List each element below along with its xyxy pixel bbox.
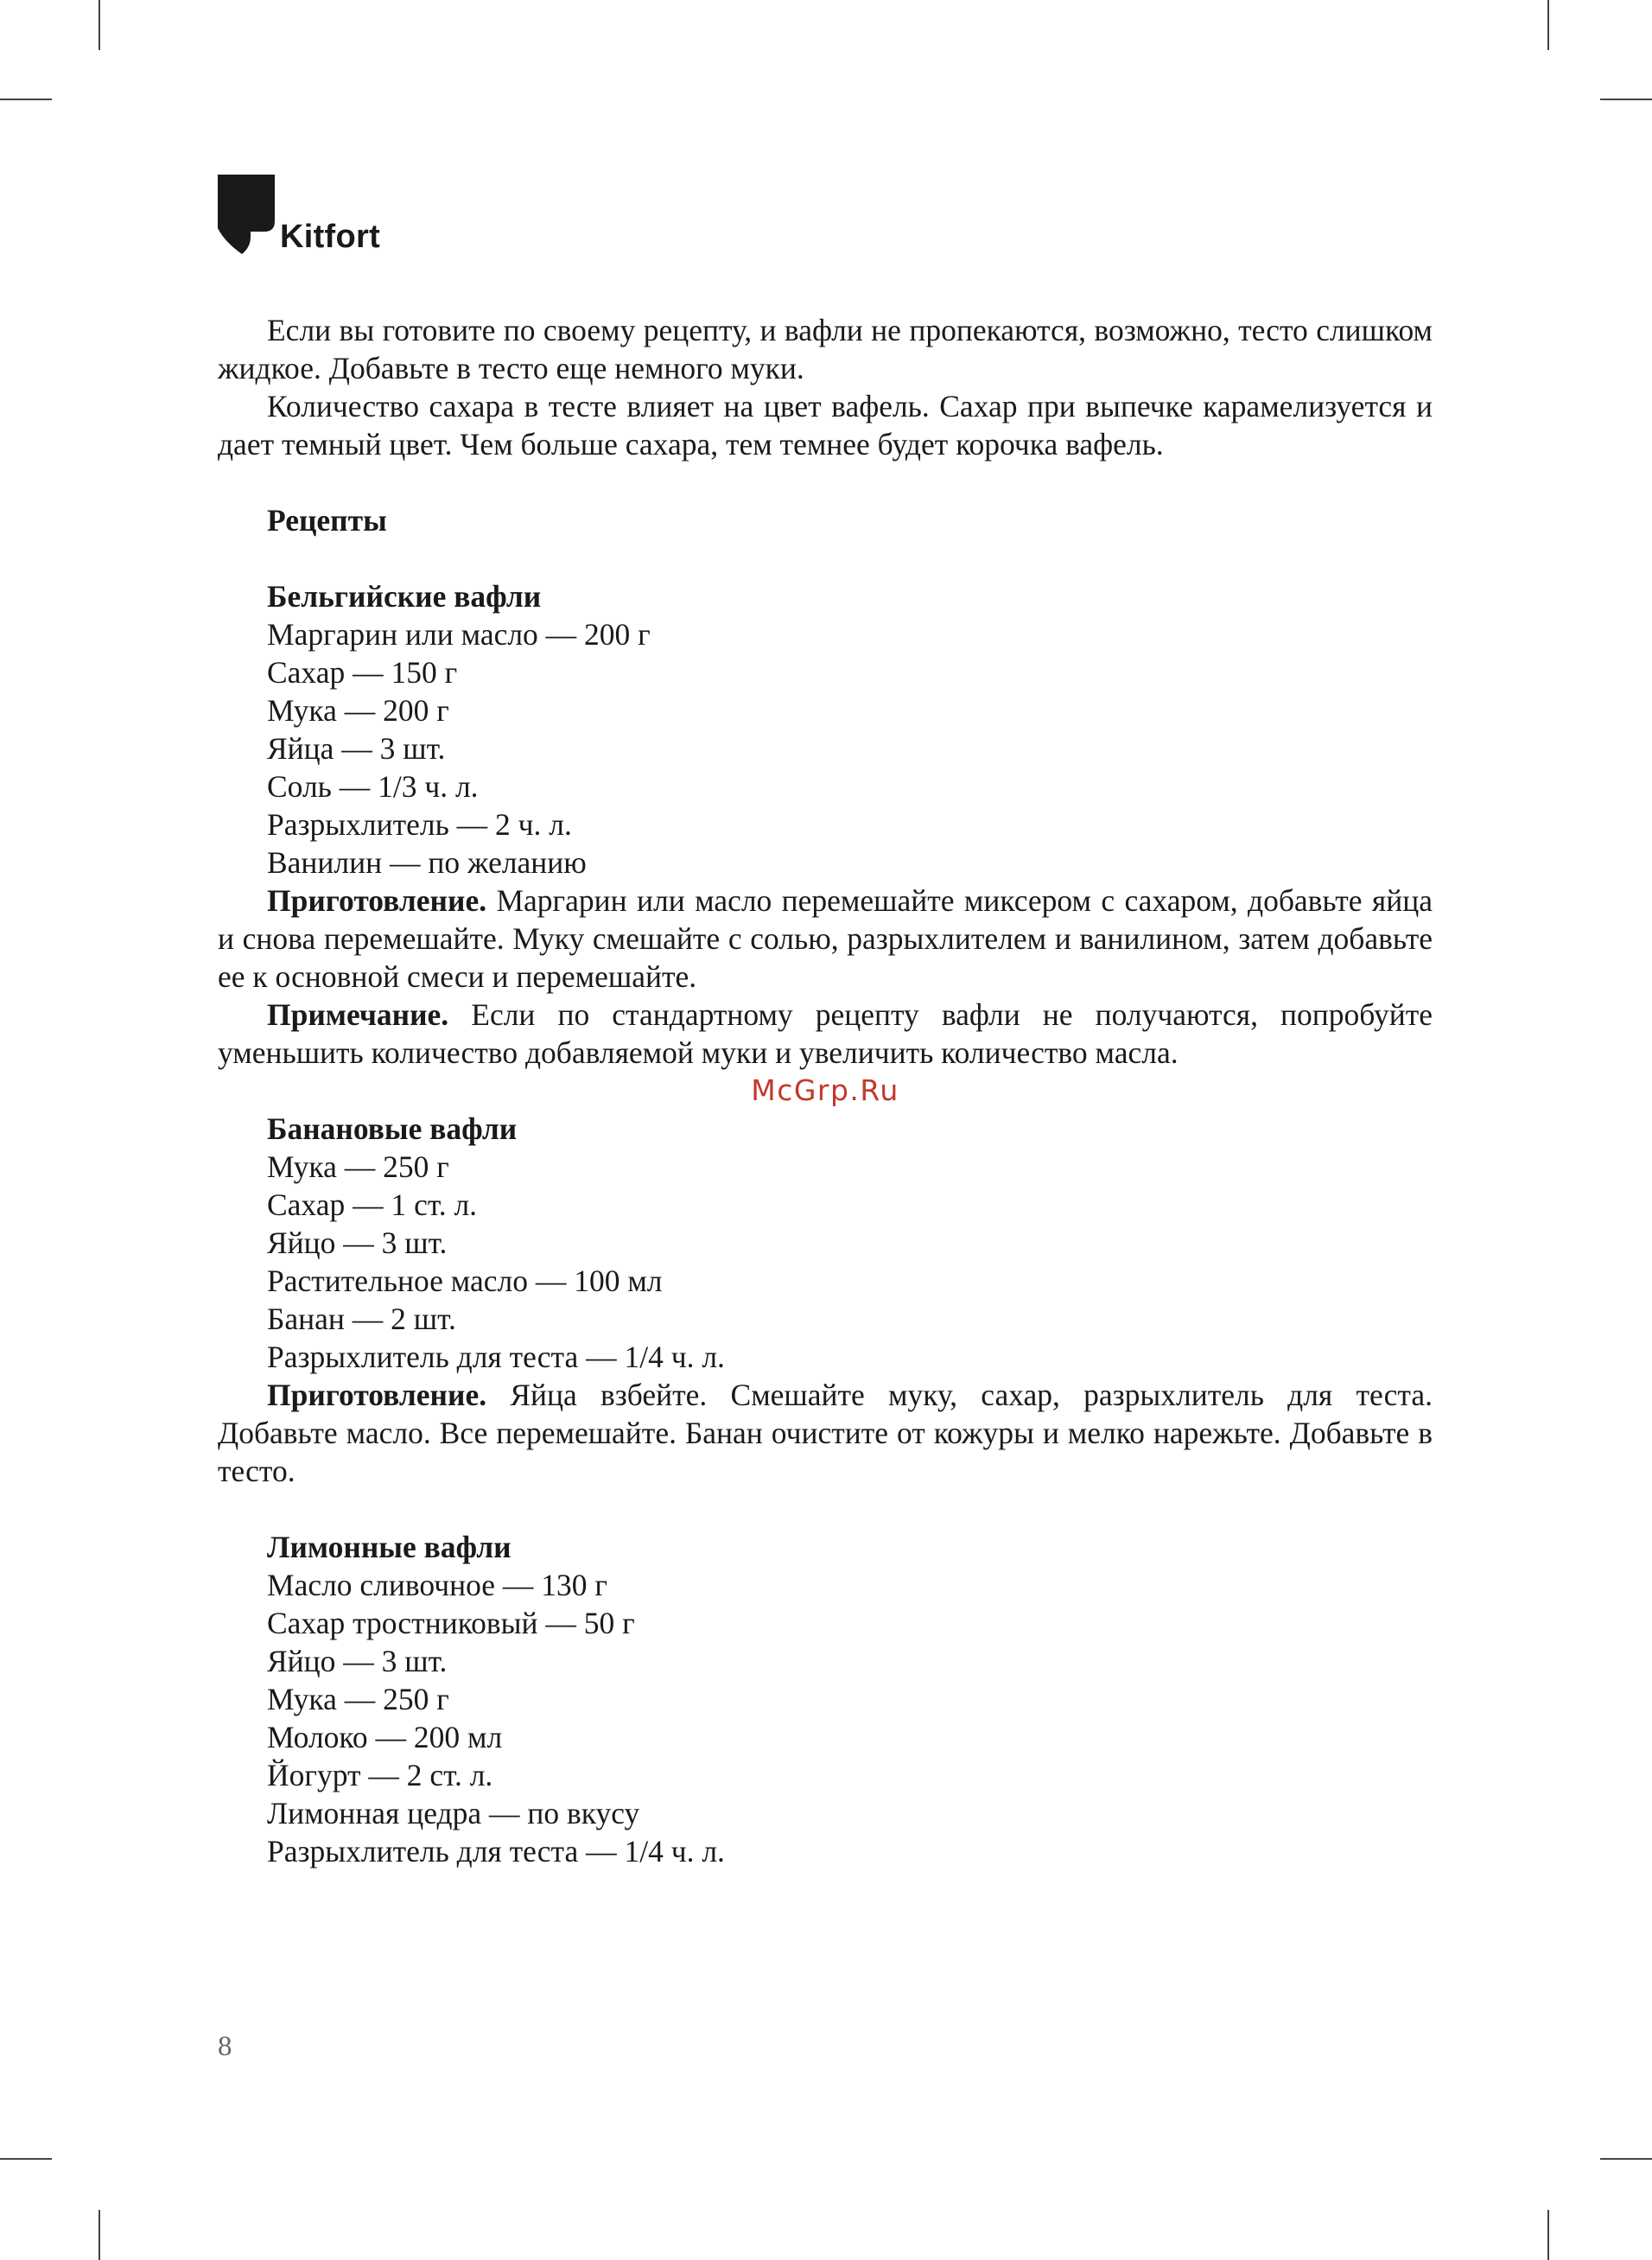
- ingredient-line: Яйцо — 3 шт.: [267, 1225, 448, 1260]
- crop-mark: [1600, 99, 1652, 100]
- crop-mark: [1547, 2210, 1549, 2260]
- crop-mark: [0, 2158, 52, 2160]
- note-label: Примечание.: [267, 997, 449, 1032]
- ingredient-line: Мука — 200 г: [267, 693, 449, 728]
- ingredient-line: Сахар тростниковый — 50 г: [267, 1606, 635, 1640]
- page-number: 8: [218, 2031, 232, 2062]
- recipe-title-banana: Банановые вафли: [267, 1111, 518, 1146]
- crop-mark: [0, 99, 52, 100]
- ingredient-line: Разрыхлитель для теста — 1/4 ч. л.: [267, 1834, 725, 1868]
- ingredient-line: Растительное масло — 100 мл: [267, 1264, 663, 1298]
- ingredient-line: Масло сливочное — 130 г: [267, 1568, 607, 1602]
- ingredient-line: Разрыхлитель — 2 ч. л.: [267, 807, 572, 842]
- ingredient-line: Ванилин — по желанию: [267, 845, 587, 880]
- kitfort-logo-icon: [218, 175, 276, 254]
- brand-logo: [218, 175, 380, 254]
- ingredient-line: Соль — 1/3 ч. л.: [267, 769, 479, 804]
- preparation-paragraph: [218, 1376, 1433, 1490]
- ingredient-line: Яйцо — 3 шт.: [267, 1644, 448, 1678]
- note-text: Если по стандартному рецепту вафли не получаются, попробуйте уменьшить количество добавляемой муки и увеличить количество масла.: [218, 997, 1433, 1070]
- page-content: [218, 311, 1433, 1870]
- crop-mark: [98, 2210, 100, 2260]
- ingredient-line: Лимонная цедра — по вкусу: [267, 1796, 640, 1830]
- preparation-text: Яйца взбейте. Смешайте муку, сахар, разрыхлитель для теста. Добавьте масло. Все перемешайте. Банан очистите от кожуры и мелко нарежьте. Добавьте в тесто.: [218, 1378, 1433, 1488]
- note-paragraph: [218, 996, 1433, 1072]
- intro-paragraph: Количество сахара в тесте влияет на цвет вафель. Сахар при выпечке карамелизуется и дает темный цвет. Чем больше сахара, тем темнее будет корочка вафель.: [218, 389, 1433, 462]
- recipe-title-lemon: Лимонные вафли: [267, 1530, 511, 1564]
- ingredient-line: Мука — 250 г: [267, 1149, 449, 1184]
- preparation-text: Маргарин или масло перемешайте миксером с сахаром, добавьте яйца и снова перемешайте. Муку смешайте с солью, разрыхлителем и ванилином, затем добавьте ее к основной смеси и перемешайте.: [218, 883, 1433, 994]
- ingredient-line: Мука — 250 г: [267, 1682, 449, 1716]
- ingredient-line: Сахар — 1 ст. л.: [267, 1187, 478, 1222]
- watermark: McGrp.Ru: [751, 1073, 899, 1107]
- preparation-paragraph: [218, 882, 1433, 996]
- crop-mark: [98, 0, 100, 50]
- intro-paragraph: Если вы готовите по своему рецепту, и вафли не пропекаются, возможно, тесто слишком жидкое. Добавьте в тесто еще немного муки.: [218, 313, 1433, 385]
- recipe-title-belgian: Бельгийские вафли: [267, 579, 542, 614]
- ingredient-line: Молоко — 200 мл: [267, 1720, 503, 1754]
- ingredient-line: Маргарин или масло — 200 г: [267, 617, 651, 652]
- recipes-heading: Рецепты: [267, 503, 387, 538]
- ingredient-line: Яйца — 3 шт.: [267, 731, 446, 766]
- preparation-label: Приготовление.: [267, 1378, 487, 1412]
- ingredient-line: Сахар — 150 г: [267, 655, 458, 690]
- preparation-label: Приготовление.: [267, 883, 487, 918]
- ingredient-line: Йогурт — 2 ст. л.: [267, 1758, 493, 1792]
- brand-name: Kitfort: [280, 219, 381, 255]
- crop-mark: [1600, 2158, 1652, 2160]
- ingredient-line: Банан — 2 шт.: [267, 1302, 456, 1336]
- ingredient-line: Разрыхлитель для теста — 1/4 ч. л.: [267, 1340, 725, 1374]
- crop-mark: [1547, 0, 1549, 50]
